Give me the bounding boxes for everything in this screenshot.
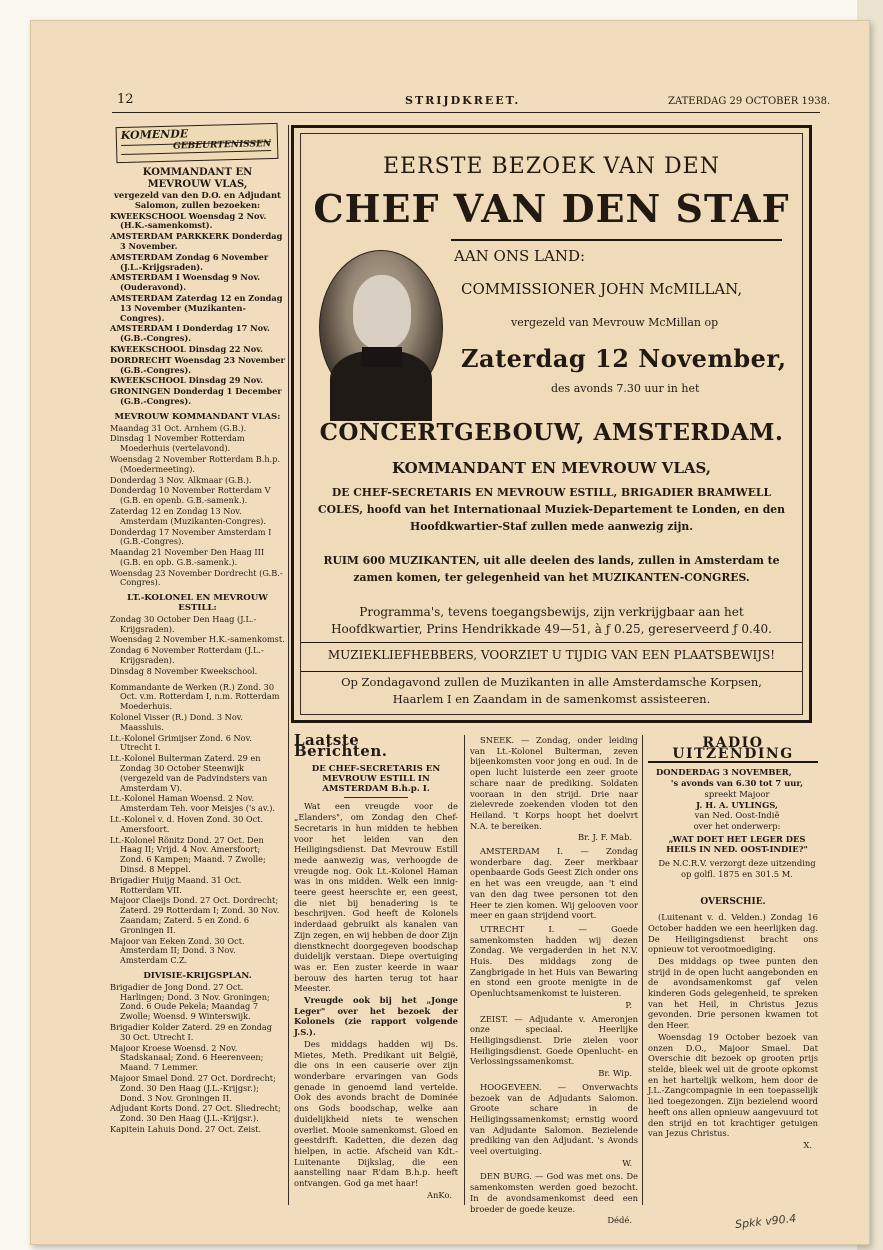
- list-item: Kolonel Visser (R.) Dond. 3 Nov. Maassluis.: [110, 712, 243, 732]
- list-item: Lt.-Kolonel Grimijser Zond. 6 Nov. Utrecht I.: [110, 732, 252, 753]
- attendees-text: DE CHEF-SECRETARIS EN MEVROUW ESTILL, BRIGADIER BRAMWELL COLES, hoofd van het Internationaal Muziek-Departement te Londen, en den Hoofdkwartier-Staf zullen mede aanwezig zijn.: [317, 486, 785, 533]
- events-subtitle: vergezeld van den D.O. en Adjudant Salomon, zullen bezoeken:: [114, 190, 281, 210]
- overschie-signature: X.: [803, 1139, 812, 1150]
- radio-broadcaster: De N.C.R.V. verzorgt deze uitzending op golfl. 1875 en 301.5 M.: [658, 858, 816, 879]
- report-paragraph: DEN BURG. — God was met ons. De samenkomsten werden goed bezocht. In de avondsamenkomst deed een broeder de goede keuze.: [470, 1171, 638, 1214]
- events-list-5: [110, 983, 285, 1135]
- list-item: AMSTERDAM Zondag 6 November (J.L.-Krijgsraden).: [110, 251, 269, 272]
- announcement-box: [291, 125, 812, 723]
- radio-column: [648, 735, 818, 1208]
- list-item: GRONINGEN Donderdag 1 December (G.B.-Congres).: [110, 386, 282, 406]
- overschie-paragraph: Des middags op twee punten den strijd in de open lucht aangebonden en de avondsamenkomst gaf velen kinderen Gods gelegenheid, te spreken van het Heil, in Christus Jezus gevonden. Drie personen kwamen tot den Heer.: [648, 955, 818, 1031]
- page-number: 12: [117, 92, 134, 107]
- list-item: Woensdag 2 November H.K.-samenkomst.: [110, 634, 285, 645]
- list-item: KWEEKSCHOOL Dinsdag 22 Nov.: [110, 343, 264, 354]
- radio-line: spreekt Majoor: [704, 788, 770, 799]
- archive-handwritten-mark: Spkk v90.4: [734, 1211, 797, 1232]
- list-item: Brigadier Huijg Maand. 31 Oct. Rotterdam VII.: [110, 874, 242, 895]
- announcement-line: AAN ONS LAND:: [454, 247, 586, 265]
- events-list-4: [110, 683, 285, 966]
- column-rule: [642, 735, 643, 1205]
- report-paragraph: UTRECHT I. — Goede samenkomsten hadden wij dezen Zondag. We vergaderden in het N.V. Huis. Des middags zong de Zangbrigade in het Huis van Bewaring en stond een groote menigte in de Openluchtsamenkomst te luisteren.: [470, 923, 638, 999]
- list-item: Zaterdag 12 en Zondag 13 Nov. Amsterdam (Muzikanten-Congres).: [110, 505, 266, 526]
- list-item: Kommandante de Werken (R.) Zond. 30 Oct. v.m. Rotterdam I, n.m. Rotterdam Moederhuis.: [110, 681, 280, 712]
- list-item: Majoor Claeijs Dond. 27 Oct. Dordrecht; Zaterd. 29 Rotterdam I; Zond. 30 Nov. Zaandam; Zaterd. 5 en Zond. 6 Groningen II.: [110, 895, 280, 935]
- report-signature: W.: [622, 1157, 632, 1168]
- komende-gebeurtenissen-logo: [116, 123, 279, 163]
- list-item: Majoor van Eeken Zond. 30 Oct. Amsterdam II; Dond. 3 Nov. Amsterdam C.Z.: [110, 935, 245, 966]
- list-item: DORDRECHT Woensdag 23 November (G.B.-Congres).: [110, 354, 285, 375]
- subhead-rule: [344, 797, 408, 798]
- list-item: Zondag 6 November Rotterdam (J.L.-Krijgsraden).: [110, 645, 264, 666]
- list-item: Maandag 31 Oct. Arnhem (G.B.).: [110, 422, 247, 433]
- event-time: des avonds 7.30 uur in het: [551, 382, 700, 395]
- announcement-inner-frame: [300, 133, 803, 715]
- musicians-text: RUIM 600 MUZIKANTEN, uit alle deelen des lands, zullen in Amsterdam te zamen komen, ter gelegenheid van het MUZIKANTEN-CONGRES.: [323, 554, 780, 584]
- article-paragraph: Wat een vreugde voor de „Elanders", om Zondag den Chef-Secretaris in hun midden te hebben voor het leiden van den Heiligingsdienst. Dat Mevrouw Estill mede aanwezig was, verhoogde de vreugde nog. Ook Lt.-Kolonel Haman was in ons midden. Welk een innig-teere geest heerschte er, een geest, die niet bij benadering is te beschrijven. God heeft de Kolonels inderdaad gebruikt als kanalen van Zijn zegen, en wij hebben de door Zijn dienstknecht doorgegeven boodschap duidelijk verstaan. Diepe overtuiging was er. Een zuster keerde in waar berouw des harten terug tot haar Meester.: [294, 801, 458, 994]
- events-list-1: [110, 212, 285, 407]
- report-paragraph: ZEIST. — Adjudante v. Ameronjen onze speciaal. Heerlijke Heiligingsdienst. Drie zielen voor Heiligingsdienst. Goede Openlucht- en Verlossingssamenkomst.: [470, 1013, 638, 1067]
- announcement-kicker: EERSTE BEZOEK VAN DEN: [383, 154, 720, 179]
- list-item: Majoor Kroese Woensd. 2 Nov. Stadskanaal; Zond. 6 Heerenveen; Maand. 7 Lemmer.: [110, 1042, 264, 1073]
- attendees-heading: KOMMANDANT EN MEVROUW VLAS,: [391, 459, 712, 477]
- report-paragraph: SNEEK. — Zondag, onder leiding van Lt.-Kolonel Bulterman, zeven bijeenkomsten voor jong en oud. In de open lucht luisterde een zeer groote schare naar de prediking. Soldaten vooraan in den strijd. Drie naar zielevrede zoekenden vloden tot den Heiland. 't Korps hoopt het doelvrt N.A. te bereiken.: [470, 735, 638, 831]
- list-item: Majoor Smael Dond. 27 Oct. Dordrecht; Zond. 30 Den Haag (J.L.-Krijgsr.); Dond. 3 Nov. Groningen II.: [110, 1072, 276, 1103]
- list-item: Dinsdag 8 November Kweekschool.: [110, 665, 258, 676]
- report-paragraph: AMSTERDAM I. — Zondag wonderbare dag. Zeer merkbaar openbaarde Gods Geest Zich onder ons en het was een vreugde, aan 't eind van den dag twee personen tot den Heer te zien komen. Wij gelooven voor meer en gaan strijdend voort.: [470, 846, 638, 921]
- list-item: Brigadier Kolder Zaterd. 29 en Zondag 30 Oct. Utrecht I.: [110, 1021, 273, 1042]
- list-item: Kapitein Lahuis Dond. 27 Oct. Zeist.: [110, 1123, 262, 1134]
- box-rule: [301, 671, 802, 672]
- list-item: KWEEKSCHOOL Dinsdag 29 Nov.: [110, 375, 264, 386]
- newspaper-title: STRIJDKREET.: [405, 94, 521, 107]
- list-item: KWEEKSCHOOL Woensdag 2 Nov. (H.K.-samenkomst).: [110, 210, 267, 231]
- list-item: Donderdag 10 November Rotterdam V (G.B. en openb. G.B.-samenk.).: [110, 485, 271, 506]
- list-item: Brigadier de Jong Dond. 27 Oct. Harlingen; Dond. 3 Nov. Groningen; Zond. 6 Oude Pekela; Maandag 7 Zwolle; Woensd. 9 Winterswijk.: [110, 981, 270, 1022]
- headline-rule: [451, 239, 782, 241]
- column-rule: [288, 125, 289, 1205]
- list-item: Donderdag 3 Nov. Alkmaar (G.B.).: [110, 474, 252, 485]
- events-column: [110, 125, 285, 1200]
- section-heading: LT.-KOLONEL EN MEVROUW ESTILL:: [127, 593, 268, 614]
- list-item: Dinsdag 1 November Rotterdam Moederhuis (vertelavond).: [110, 433, 245, 454]
- overschie-title: OVERSCHIE.: [700, 897, 766, 908]
- article-paragraph: Des middags hadden wij Ds. Mietes, Meth. Predikant uit België, die ons in een causerie over zijn wonderbare ervaringen van Gods genade in genoemd land vertelde. Ook des avonds bracht de Dominée ons Gods boodschap, welke aan duidelijkheid niets te wenschen overliet. Mooie samenkomst. Gloed en geestdrift. Kadetten, die dezen dag hielpen, in actie. Afscheid van Kdt.-Luitenante Dijkslag, die een aanstelling naar R'dam B.h.p. heeft ontvangen. God ga met haar!: [294, 1038, 458, 1189]
- list-item: Adjudant Korts Dond. 27 Oct. Sliedrecht; Zond. 30 Den Haag (J.L.-Krijgsr.).: [110, 1103, 281, 1124]
- portrait-collar: [362, 347, 402, 367]
- list-item: Woensdag 23 November Dordrecht (G.B.-Congres).: [110, 567, 283, 588]
- radio-title: RADIO UITZENDING: [648, 738, 818, 763]
- report-signature: Dédé.: [607, 1215, 632, 1226]
- music-lovers-notice: MUZIEKLIEFHEBBERS, VOORZIET U TIJDIG VAN EEN PLAATSBEWIJS!: [327, 648, 776, 662]
- radio-speaker: J. H. A. UYLINGS,: [696, 799, 778, 810]
- event-venue: CONCERTGEBOUW, AMSTERDAM.: [319, 419, 784, 446]
- section-heading: DIVISIE-KRIJGSPLAN.: [143, 970, 252, 981]
- list-item: AMSTERDAM PARKKERK Donderdag 3 November.: [110, 231, 283, 251]
- radio-line: over het onderwerp:: [693, 820, 781, 831]
- column-rule: [464, 735, 465, 1205]
- list-item: Lt.-Kolonel Haman Woensd. 2 Nov. Amsterdam Teh. voor Meisjes ('s av.).: [110, 793, 275, 814]
- commissioner-name: COMMISSIONER JOHN McMILLAN,: [461, 280, 743, 298]
- list-item: Donderdag 17 November Amsterdam I (G.B.-Congres).: [110, 526, 272, 547]
- list-item: Lt.-Kolonel v. d. Hoven Zond. 30 Oct. Amersfoort.: [110, 814, 264, 834]
- logo-line1: KOMENDE: [120, 127, 189, 142]
- latest-news-title: Laatste Berichten.: [294, 731, 388, 760]
- list-item: Woensdag 2 November Rotterdam B.h.p. (Moedermeeting).: [110, 453, 281, 474]
- report-signature: Br. J. F. Mab.: [577, 832, 632, 843]
- list-item: Lt.-Kolonel Bulterman Zaterd. 29 en Zondag 30 October Steenwijk (vergezeld van de Padvindsters van Amsterdam V).: [110, 753, 268, 793]
- logo-line2: GEBEURTENISSEN: [172, 139, 272, 152]
- announcement-line: vergezeld van Mevrouw McMillan op: [511, 316, 719, 329]
- tickets-text: Programma's, tevens toegangsbewijs, zijn verkrijgbaar aan het Hoofdkwartier, Prins Hendrikkade 49—51, à ƒ 0.25, gereserveerd ƒ 0.40.: [331, 605, 772, 636]
- box-rule: [301, 642, 802, 643]
- corps-reports-column: [470, 735, 638, 1226]
- article-subheading: DE CHEF-SECRETARIS EN MEVROUW ESTILL IN AMSTERDAM B.h.p. I.: [311, 764, 441, 795]
- latest-news-column: [294, 731, 458, 1210]
- events-title: KOMMANDANT EN MEVROUW VLAS,: [142, 167, 253, 190]
- radio-details: [648, 767, 818, 879]
- section-heading: MEVROUW KOMMANDANT VLAS:: [114, 411, 281, 422]
- list-item: AMSTERDAM I Donderdag 17 Nov. (G.B.-Congres).: [110, 323, 270, 344]
- report-signature: P.: [625, 999, 632, 1010]
- list-item: AMSTERDAM I Woensdag 9 Nov. (Ouderavond).: [110, 272, 261, 293]
- overschie-paragraph: Woensdag 19 October bezoek van onzen D.O., Majoor Smael. Dat Overschie dit bezoek op grooten prijs stelde, bleek wel uit de groote opkomst en het hartelijk welkom, hem door de J.L.-Zangcompagnie in een toepasselijk lied toegezongen. Zijn bezielend woord heeft ons allen opnieuw aangevuurd tot den strijd en tot krachtiger getuigen van Jezus Christus.: [648, 1031, 818, 1139]
- event-date: Zaterdag 12 November,: [461, 344, 787, 373]
- report-paragraph: HOOGEVEEN. — Onverwachts bezoek van de Adjudants Salomon. Groote schare in de Heiligingssamenkomst; ernstig woord van Adjudante Salomon. Bezielende prediking van den Adjudant. 's Avonds veel overtuiging.: [470, 1081, 638, 1157]
- article-paragraph: Vreugde ook bij het „Jonge Leger" over het bezoek der Kolonels (zie rapport volgende J.S.).: [294, 995, 458, 1038]
- radio-time: 's avonds van 6.30 tot 7 uur,: [670, 778, 804, 789]
- sunday-notice: Op Zondagavond zullen de Muzikanten in alle Amsterdamsche Korpsen, Haarlem I en Zaandam in de samenkomst assisteeren.: [341, 675, 762, 706]
- events-list-2: [110, 424, 285, 589]
- issue-date: ZATERDAG 29 OCTOBER 1938.: [668, 96, 831, 107]
- portrait-face: [353, 275, 411, 349]
- events-list-3: [110, 615, 285, 677]
- commissioner-portrait: [319, 250, 443, 405]
- announcement-headline: CHEF VAN DEN STAF: [313, 186, 790, 231]
- article-signature: AnKo.: [426, 1189, 452, 1200]
- list-item: Maandag 21 November Den Haag III (G.B. en opb. G.B.-samenk.).: [110, 547, 265, 567]
- list-item: AMSTERDAM Zaterdag 12 en Zondag 13 November (Muzikanten-Congres).: [110, 292, 283, 323]
- radio-line: van Ned. Oost-Indië: [694, 810, 780, 821]
- header-rule: [112, 112, 820, 113]
- overschie-paragraph: (Luitenant v. d. Velden.) Zondag 16 October hadden we een heerlijken dag. De Heiligingsdienst bracht ons opnieuw tot verootmoediging.: [648, 912, 818, 955]
- list-item: Lt.-Kolonel Rönitz Dond. 27 Oct. Den Haag II; Vrijd. 4 Nov. Amersfoort; Zond. 6 Kampen; Maand. 7 Zwolle; Dinsd. 8 Meppel.: [110, 834, 266, 874]
- report-signature: Br. Wip.: [598, 1068, 632, 1079]
- radio-topic: „WAT DOET HET LEGER DES HEILS IN NED. OOST-INDIE?": [666, 833, 808, 855]
- list-item: Zondag 30 October Den Haag (J.L.-Krijgsraden).: [110, 613, 257, 634]
- radio-date: DONDERDAG 3 NOVEMBER,: [656, 767, 792, 778]
